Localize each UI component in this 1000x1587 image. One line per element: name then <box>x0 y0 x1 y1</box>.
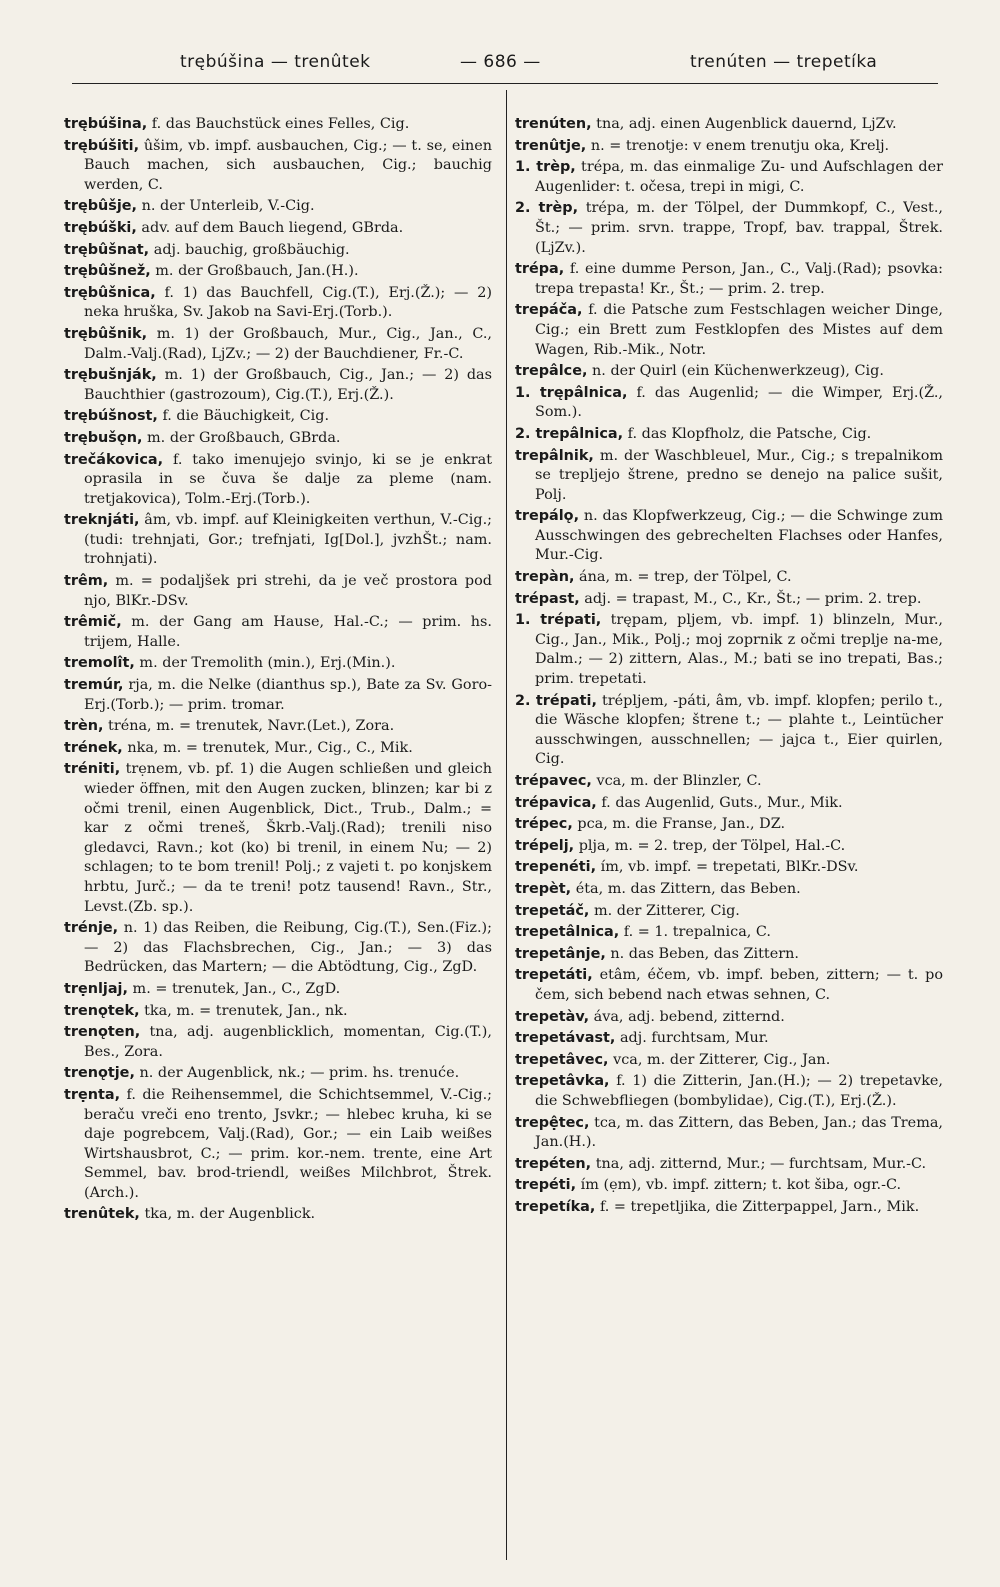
entry-definition: etâm, éčem, vb. impf. beben, zittern; — t. po čem, sich bebend nach etwas sehnen, C. <box>535 967 943 1003</box>
dictionary-entry <box>515 1008 943 1028</box>
dictionary-entry <box>515 115 943 135</box>
headword: trepệtec, <box>515 1114 590 1131</box>
headword: 1. trępâlnica, <box>515 384 628 401</box>
dictionary-entry <box>515 1072 943 1111</box>
dictionary-entry <box>515 815 943 835</box>
headword: treknjáti, <box>64 512 140 529</box>
entry-definition: adj. bauchig, großbäuchig. <box>153 241 350 258</box>
headword: trenúten, <box>515 116 592 132</box>
entry-definition: f. das Augenlid, Guts., Mur., Mik. <box>601 794 843 811</box>
dictionary-entry <box>515 966 943 1005</box>
headword: trêm, <box>64 573 109 590</box>
headword: trenǫten, <box>64 1024 141 1041</box>
dictionary-entry <box>64 1086 492 1204</box>
headword: 2. trépati, <box>515 692 597 709</box>
dictionary-entry <box>515 590 943 610</box>
headword: trének, <box>64 739 123 756</box>
entry-definition: m. 1) der Großbauch, Cig., Jan.; — 2) das Bauchthier (gastrozoum), Cig.(T.), Erj.(Ž.). <box>84 367 492 403</box>
dictionary-entry <box>515 1155 943 1175</box>
entry-definition: tna, adj. zitternd, Mur.; — furchtsam, Mur.-C. <box>595 1155 927 1172</box>
dictionary-entry <box>64 366 492 405</box>
dictionary-entry <box>64 284 492 323</box>
headword: trębûšnat, <box>64 241 150 258</box>
entry-definition: adv. auf dem Bauch liegend, GBrda. <box>141 219 404 236</box>
entry-definition: pca, m. die Franse, Jan., DZ. <box>577 816 786 833</box>
headword: trepéti, <box>515 1177 577 1194</box>
entry-definition: f. = 1. trepalnica, C. <box>623 924 771 941</box>
headword: trepetânje, <box>515 945 606 962</box>
dictionary-entry <box>515 923 943 943</box>
headword: trębušǫn, <box>64 429 143 446</box>
entry-definition: n. das Klopfwerkzeug, Cig.; — die Schwinge zum Ausschwingen des gebrechelten Flachses oder Hanfes, Mur.-Cig. <box>535 508 943 564</box>
entry-definition: m. der Gang am Hause, Hal.-C.; — prim. hs. trijem, Halle. <box>84 614 493 650</box>
headword: trepèt, <box>515 880 572 897</box>
dictionary-entry <box>64 1205 492 1225</box>
headword: trépavica, <box>515 794 597 811</box>
entry-definition: adj. furchtsam, Mur. <box>619 1030 769 1047</box>
dictionary-entry <box>64 572 492 611</box>
headword: trenûtje, <box>515 137 587 154</box>
dictionary-entry <box>515 507 943 566</box>
headword: 2. trèp, <box>515 200 579 217</box>
dictionary-entry <box>515 837 943 857</box>
dictionary-entry <box>64 137 492 196</box>
entry-definition: n. der Quirl (ein Küchenwerkzeug), Cig. <box>592 363 884 380</box>
dictionary-entry <box>64 980 492 1000</box>
entry-definition: n. der Augenblick, nk.; — prim. hs. trenuće. <box>139 1065 460 1082</box>
dictionary-entry <box>64 1023 492 1062</box>
headword: trepetávast, <box>515 1030 616 1047</box>
entry-definition: ím, vb. impf. = trepetati, BlKr.-DSv. <box>600 859 859 876</box>
entry-definition: m. der Großbauch, Jan.(H.). <box>155 263 359 280</box>
entry-definition: n. = trenotje: v enem trenutju oka, Krelj. <box>590 137 890 154</box>
dictionary-entry <box>64 760 492 917</box>
dictionary-entry <box>64 451 492 510</box>
entry-definition: vca, m. der Zitterer, Cig., Jan. <box>613 1051 831 1068</box>
headword: trenûtek, <box>64 1206 140 1223</box>
entry-definition: tna, adj. augenblicklich, momentan, Cig.(T.), Bes., Zora. <box>84 1024 492 1060</box>
right-column <box>515 115 943 1219</box>
headword: trénje, <box>64 920 119 937</box>
dictionary-entry <box>515 447 943 506</box>
dictionary-entry <box>64 429 492 449</box>
headword: trẹnta, <box>64 1086 121 1103</box>
dictionary-entry <box>515 260 943 299</box>
headword: trepálǫ, <box>515 508 580 525</box>
dictionary-entry <box>515 301 943 360</box>
dictionary-entry <box>515 384 943 423</box>
entry-definition: ím (ẹm), vb. impf. zittern; t. kot šiba, ogr.-C. <box>580 1177 902 1194</box>
dictionary-entry <box>515 425 943 445</box>
column-divider <box>506 90 507 1560</box>
dictionary-entry <box>515 945 943 965</box>
headword: tremúr, <box>64 677 124 694</box>
entry-definition: rja, m. die Nelke (dianthus sp.), Bate za Sv. Goro-Erj.(Torb.); — prim. tromar. <box>84 677 492 713</box>
dictionary-entry <box>515 158 943 197</box>
headword: trenǫtek, <box>64 1002 140 1019</box>
headword: trębúšiti, <box>64 137 140 154</box>
headword: trépec, <box>515 816 573 833</box>
entry-definition: n. der Unterleib, V.-Cig. <box>141 198 315 215</box>
dictionary-entry <box>64 1064 492 1084</box>
headword: trepéten, <box>515 1155 592 1172</box>
headword: trepetáti, <box>515 967 593 984</box>
dictionary-entry <box>515 1051 943 1071</box>
dictionary-entry <box>64 115 492 135</box>
entry-definition: âm, vb. impf. auf Kleinigkeiten verthun, V.-Cig.; (tudi: trehnjati, Gor.; trefnjati, Ig[Dol.], jvzhŠt.; nam. trohnjati). <box>84 512 492 568</box>
headword: trepetâlnica, <box>515 924 620 941</box>
entry-definition: n. das Beben, das Zittern. <box>610 945 799 962</box>
headword: trépavec, <box>515 773 592 789</box>
entry-definition: f. eine dumme Person, Jan., C., Valj.(Rad); psovka: trepa trepasta! Kr., Št.; — prim. 2. trep. <box>535 261 943 297</box>
headword: trębúški, <box>64 219 137 236</box>
dictionary-entry <box>515 568 943 588</box>
entry-definition: f. die Reihensemmel, die Schichtsemmel, V.-Cig.; beraču vreči eno trento, Jsvkr.; — hlebec kruha, ki se daje pogrebcem, Valj.(Rad), Gor.; — ein Laib weißes Wirtshausbrot, C.; — prim. kor.-nem. trente, eine Art Semmel, bav. brod-triendl, weißes Milchbrot, Štrek.(Arch.). <box>84 1086 492 1201</box>
headword: trêmič, <box>64 614 122 631</box>
entry-definition: n. 1) das Reiben, die Reibung, Cig.(T.), Sen.(Fiz.); — 2) das Flachsbrechen, Cig., Jan.; — 3) das Bedrücken, das Martern; — die Abtödtung, Cig., ZgD. <box>84 920 493 976</box>
dictionary-entry <box>515 1114 943 1153</box>
entry-definition: trẹnem, vb. pf. 1) die Augen schließen und gleich wieder öffnen, mit den Augen zucken, blinzen; kar bi z očmi trenil, einen Augenblick, Dict., Trub., Dalm.; = kar z očmi treneš, Škrb.-Valj.(Rad); trenili niso gledavci, Ravn.; kot (ko) bi trenil, in einem Nu; — 2) schlagen; to te bom trenil! Polj.; z vajeti t. po konjskem hrbtu, Jurč.; — da te treni! potz tausend! Ravn., Str., Levst.(Zb. sp.). <box>84 761 492 915</box>
entry-definition: tka, m. der Augenblick. <box>144 1206 316 1223</box>
entry-definition: éta, m. das Zittern, das Beben. <box>575 880 801 897</box>
dictionary-entry <box>515 794 943 814</box>
dictionary-entry <box>515 1176 943 1196</box>
dictionary-entry <box>64 407 492 427</box>
headword: trépast, <box>515 590 580 607</box>
headword: trepetàv, <box>515 1008 590 1025</box>
headword: trẹnljaj, <box>64 980 128 997</box>
dictionary-entry <box>64 325 492 364</box>
dictionary-entry <box>64 676 492 715</box>
dictionary-entry <box>64 219 492 239</box>
dictionary-entry <box>64 1002 492 1022</box>
headword: trečákovica, <box>64 451 164 468</box>
entry-definition: f. 1) die Zitterin, Jan.(H.); — 2) trepetavke, die Schwebfliegen (bombylidae), Cig.(T.), Erj.(Ž.). <box>535 1073 944 1109</box>
entry-definition: f. 1) das Bauchfell, Cig.(T.), Erj.(Ž.); — 2) neka hruška, Sv. Jakob na Savi-Erj.(Torb.). <box>84 284 492 321</box>
headword: tremolît, <box>64 655 135 672</box>
entry-definition: plja, m. = 2. trep, der Tölpel, Hal.-C. <box>578 837 846 854</box>
entry-definition: f. = trepetljika, die Zitterpappel, Jarn., Mik. <box>599 1198 920 1215</box>
entry-definition: tréna, m. = trenutek, Navr.(Let.), Zora. <box>108 718 395 735</box>
dictionary-entry <box>64 511 492 570</box>
headword: 2. trepâlnica, <box>515 425 624 442</box>
entry-definition: f. das Augenlid; — die Wimper, Erj.(Ž., Som.). <box>535 384 943 421</box>
headword: trepáča, <box>515 302 583 319</box>
dictionary-entry <box>515 362 943 382</box>
dictionary-entry <box>515 880 943 900</box>
dictionary-entry <box>64 717 492 737</box>
left-column <box>64 115 492 1227</box>
dictionary-entry <box>515 611 943 689</box>
entry-definition: m. der Waschbleuel, Mur., Cig.; s trepalnikom se trepljejo štrene, predno se denejo na palice sušit, Polj. <box>535 447 944 503</box>
entry-definition: m. der Tremolith (min.), Erj.(Min.). <box>139 655 396 672</box>
dictionary-entry <box>64 739 492 759</box>
headword: tréniti, <box>64 761 121 778</box>
entry-definition: ûšim, vb. impf. ausbauchen, Cig.; — t. se, einen Bauch machen, sich ausbauchen, Cig.; bauchig werden, C. <box>84 137 492 193</box>
header-rule <box>72 83 938 84</box>
entry-definition: f. die Bäuchigkeit, Cig. <box>162 408 330 425</box>
dictionary-entry <box>64 197 492 217</box>
entry-definition: m. der Großbauch, GBrda. <box>147 429 341 446</box>
headword: trepâlce, <box>515 363 588 380</box>
headword: 1. trépati, <box>515 612 602 629</box>
dictionary-entry <box>64 262 492 282</box>
headword: trepetâvec, <box>515 1051 609 1068</box>
headword: trębûšnik, <box>64 325 148 342</box>
dictionary-entry <box>515 772 943 792</box>
headword: trenǫtje, <box>64 1065 135 1082</box>
headword: trepetíka, <box>515 1198 596 1215</box>
page-number: — 686 — <box>460 52 541 72</box>
entry-definition: tka, m. = trenutek, Jan., nk. <box>144 1002 348 1019</box>
headword: trębúšina, <box>64 116 148 132</box>
entry-definition: f. die Patsche zum Festschlagen weicher Dinge, Cig.; ein Brett zum Festklopfen des Mistes auf dem Wagen, Rib.-Mik., Notr. <box>535 302 944 358</box>
headword: trepàn, <box>515 569 575 586</box>
headword: trębušnják, <box>64 367 157 384</box>
entry-definition: trępam, pljem, vb. impf. 1) blinzeln, Mur., Cig., Jan., Mik., Polj.; moj zoprnik z očmi treplje na-me, Dalm.; — 2) zittern, Alas., M.; bati se ino trepati, Bas.; prim. trepetati. <box>535 612 943 688</box>
entry-definition: m. 1) der Großbauch, Mur., Cig., Jan., C., Dalm.-Valj.(Rad), LjZv.; — 2) der Bauchdiener, Fr.-C. <box>84 325 492 362</box>
entry-definition: f. tako imenujejo svinjo, ki se je enkrat oprasila in se čuva še dalje za pleme (nam. tretjakovica), Tolm.-Erj.(Torb.). <box>84 451 492 507</box>
entry-definition: nka, m. = trenutek, Mur., Cig., C., Mik. <box>127 739 413 756</box>
entry-definition: m. = trenutek, Jan., C., ZgD. <box>132 980 341 997</box>
entry-definition: ána, m. = trep, der Tölpel, C. <box>579 569 792 586</box>
dictionary-entry <box>64 919 492 978</box>
headword: 1. trèp, <box>515 159 576 176</box>
entry-definition: trépa, m. der Tölpel, der Dummkopf, C., Vest., Št.; — prim. srvn. trappe, Tropf, bav. trappal, Štrek.(LjZv.). <box>535 200 943 256</box>
dictionary-entry <box>515 199 943 258</box>
dictionary-entry <box>515 1029 943 1049</box>
headword: trębûšnež, <box>64 263 151 280</box>
dictionary-entry <box>515 902 943 922</box>
header-right-guide-words: trenúten — trepetíka <box>690 52 878 72</box>
entry-definition: vca, m. der Blinzler, C. <box>596 773 762 789</box>
dictionary-entry <box>64 241 492 261</box>
entry-definition: m. der Zitterer, Cig. <box>593 902 740 919</box>
headword: trépelj, <box>515 837 575 854</box>
headword: trębûšje, <box>64 198 138 215</box>
headword: trepetâvka, <box>515 1073 610 1090</box>
dictionary-entry <box>515 137 943 157</box>
headword: trepetáč, <box>515 902 590 919</box>
entry-definition: trépljem, -páti, âm, vb. impf. klopfen; perilo t., die Wäsche klopfen; štrene t.; — plahte t., Leintücher ausschwingen, ausschnellen; — jajca t., Eier quirlen, Cig. <box>535 692 943 768</box>
headword: trepâlnik, <box>515 447 594 464</box>
headword: trépa, <box>515 261 565 278</box>
entry-definition: tca, m. das Zittern, das Beben, Jan.; das Tremа, Jan.(H.). <box>535 1114 943 1151</box>
entry-definition: f. das Klopfholz, die Patsche, Cig. <box>627 425 872 442</box>
entry-definition: m. = podaljšek pri strehi, da je več prostora pod njo, BlKr.-DSv. <box>84 573 492 609</box>
dictionary-entry <box>515 1198 943 1218</box>
headword: trèn, <box>64 718 104 735</box>
entry-definition: f. das Bauchstück eines Felles, Cig. <box>151 116 410 132</box>
dictionary-entry <box>64 613 492 652</box>
entry-definition: tna, adj. einen Augenblick dauernd, LjZv. <box>596 116 897 132</box>
running-header <box>70 48 936 78</box>
dictionary-entry <box>64 654 492 674</box>
dictionary-entry <box>515 858 943 878</box>
entry-definition: adj. = trapast, M., C., Kr., Št.; — prim. 2. trep. <box>584 590 922 607</box>
dictionary-entry <box>515 692 943 770</box>
header-left-guide-words: trębúšina — trenûtek <box>180 52 371 72</box>
headword: trębûšnica, <box>64 284 156 301</box>
entry-definition: trépa, m. das einmalige Zu- und Aufschlagen der Augenlider: t. očesa, trepi in migi, C. <box>535 159 944 195</box>
headword: trepenéti, <box>515 859 597 876</box>
entry-definition: áva, adj. bebend, zitternd. <box>593 1008 785 1025</box>
headword: trębúšnost, <box>64 408 158 425</box>
